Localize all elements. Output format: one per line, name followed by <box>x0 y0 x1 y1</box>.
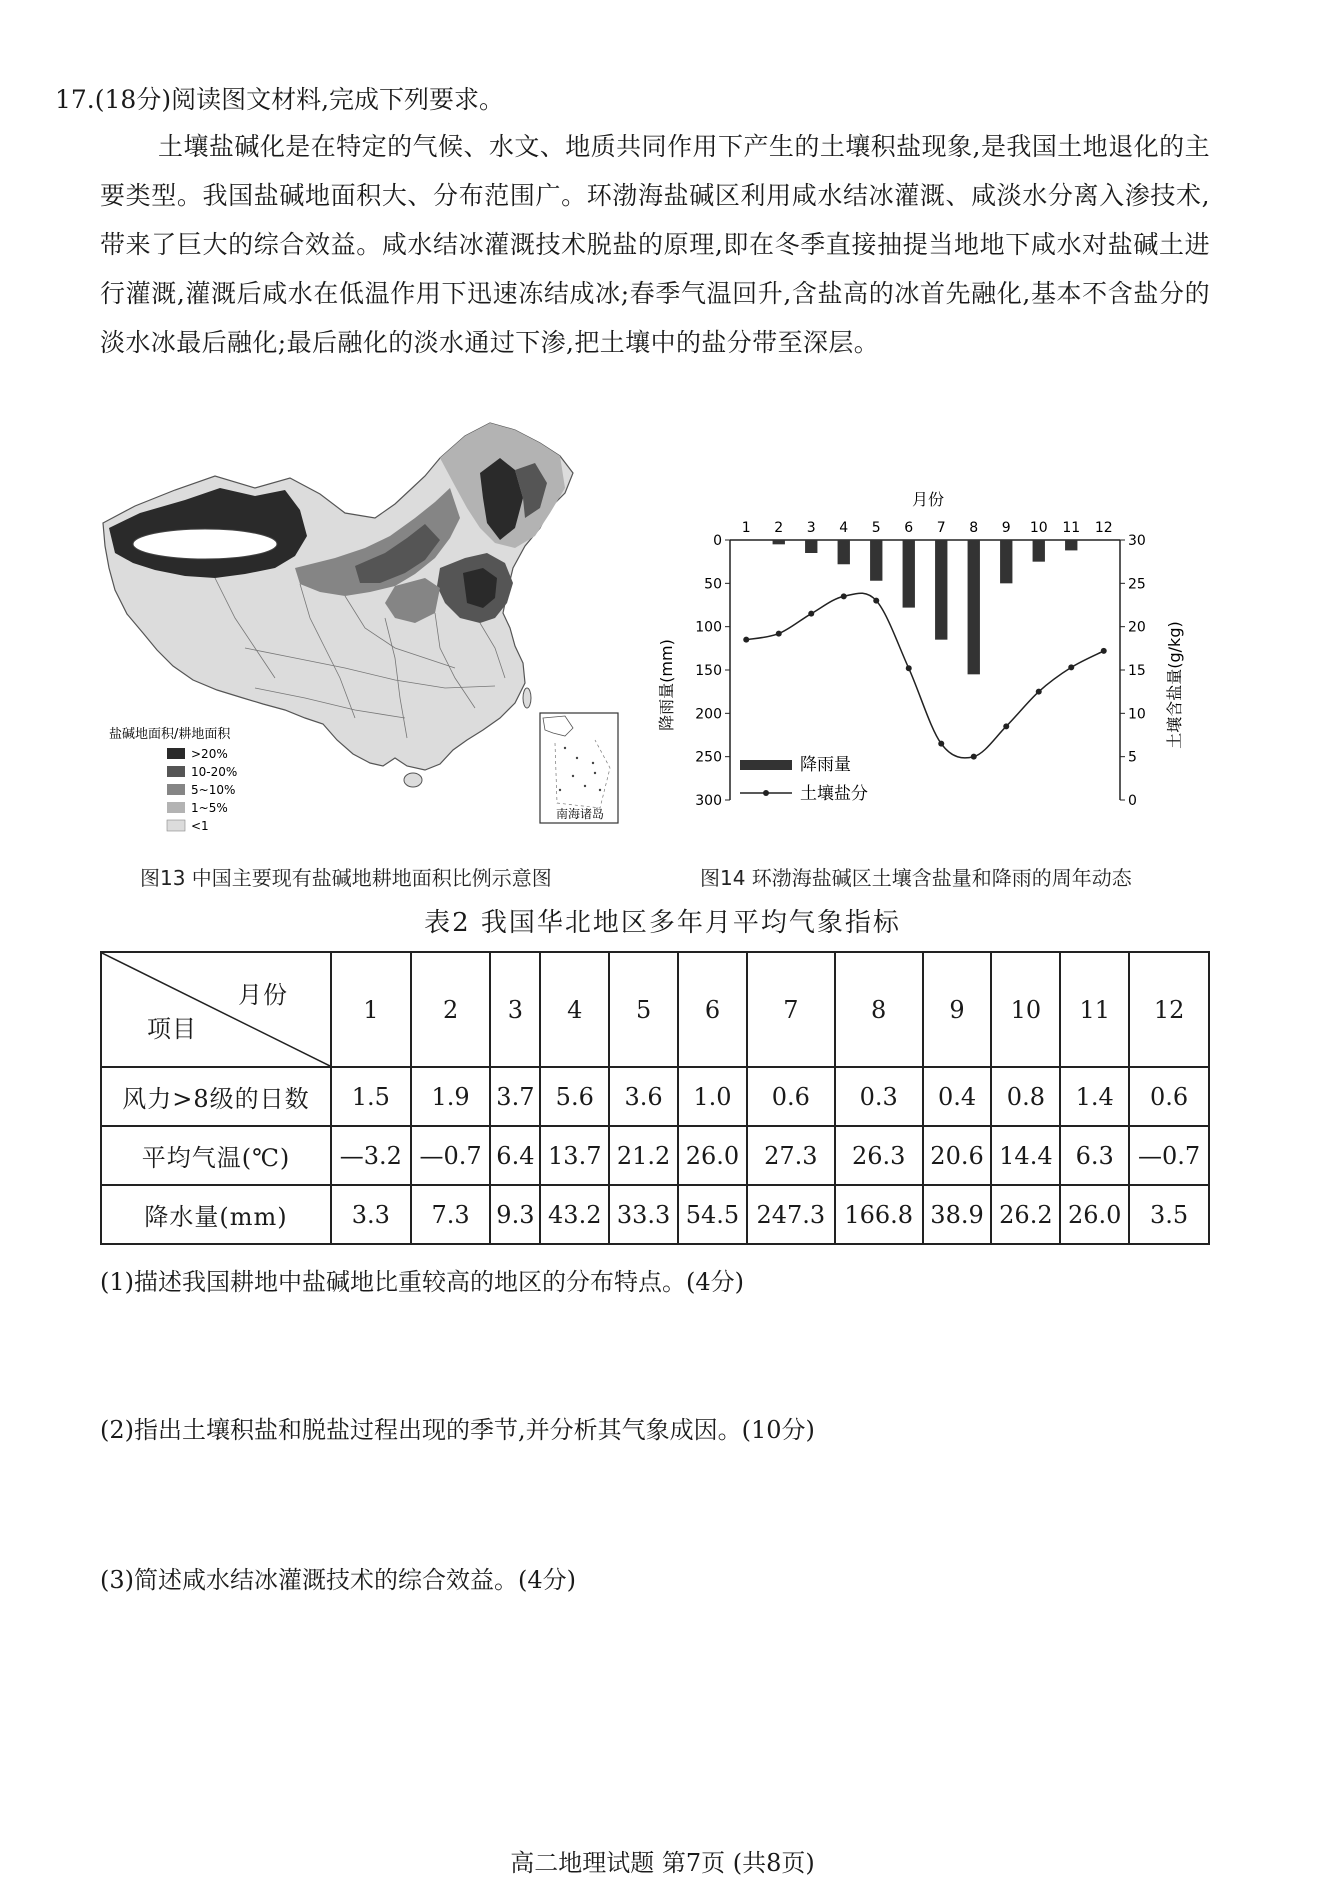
rain-bar <box>773 540 785 544</box>
row-label: 平均气温(℃) <box>101 1126 331 1185</box>
table-cell: 14.4 <box>991 1126 1060 1185</box>
chart-figure <box>650 485 1210 830</box>
left-tick-label: 200 <box>695 706 722 723</box>
month-header: 11 <box>1060 952 1129 1067</box>
table-cell: 7.3 <box>411 1185 491 1244</box>
china-map-figure <box>95 418 625 843</box>
right-tick-label: 15 <box>1128 663 1146 679</box>
table-row <box>101 1067 1209 1126</box>
map-caption: 图13 中国主要现有盐碱地耕地面积比例示意图 <box>140 866 552 890</box>
x-tick-label: 6 <box>904 520 914 536</box>
table-cell: 247.3 <box>747 1185 835 1244</box>
header-item-label: 项目 <box>147 1015 197 1043</box>
chart-caption: 图14 环渤海盐碱区土壤含盐量和降雨的周年动态 <box>700 866 1132 890</box>
month-header: 9 <box>923 952 992 1067</box>
sub-question-2: (2)指出土壤积盐和脱盐过程出现的季节,并分析其气象成因。(10分) <box>100 1416 815 1444</box>
legend-bar-swatch <box>740 760 792 770</box>
table-cell: 9.3 <box>490 1185 540 1244</box>
page-footer: 高二地理试题 第7页 (共8页) <box>510 1849 815 1877</box>
rain-bar <box>1033 540 1045 562</box>
table-row <box>101 1185 1209 1244</box>
left-tick-label: 250 <box>695 749 722 766</box>
table-cell: 13.7 <box>540 1126 609 1185</box>
right-tick-label: 30 <box>1128 533 1146 549</box>
table-cell: 1.5 <box>331 1067 411 1126</box>
table-cell: 0.8 <box>991 1067 1060 1126</box>
inset-label: 南海诸岛 <box>555 807 605 821</box>
month-header: 4 <box>540 952 609 1067</box>
table-cell: 27.3 <box>747 1126 835 1185</box>
rain-bar <box>903 540 915 608</box>
legend-line-marker <box>763 790 769 796</box>
x-tick-label: 11 <box>1062 520 1081 536</box>
table-cell: 0.6 <box>1129 1067 1209 1126</box>
table-cell: 0.4 <box>923 1067 992 1126</box>
x-tick-label: 3 <box>806 520 816 536</box>
table-cell: 26.3 <box>835 1126 923 1185</box>
table-cell: 0.6 <box>747 1067 835 1126</box>
sub-question-3: (3)简述咸水结冰灌溉技术的综合效益。(4分) <box>100 1566 576 1594</box>
table-cell: 5.6 <box>540 1067 609 1126</box>
legend-label-3: 5~10% <box>191 783 236 797</box>
x-tick-label: 5 <box>871 520 881 536</box>
table-cell: 0.3 <box>835 1067 923 1126</box>
salt-point <box>743 637 749 643</box>
legend-label-5: <1 <box>191 819 209 833</box>
legend-label-2: 10-20% <box>191 765 238 779</box>
corner-diagonal <box>102 953 330 1066</box>
salt-point <box>873 598 879 604</box>
table-cell: 3.5 <box>1129 1185 1209 1244</box>
x-tick-label: 8 <box>969 520 979 536</box>
salt-point <box>1068 664 1074 670</box>
salt-point <box>906 665 912 671</box>
rain-salt-chart <box>650 485 1210 830</box>
left-tick-label: 50 <box>704 576 722 593</box>
rain-bar <box>968 540 980 674</box>
chart-left-axis-label: 降雨量(mm) <box>657 639 676 731</box>
table-header-row <box>101 952 1209 1067</box>
table-cell: —0.7 <box>1129 1126 1209 1185</box>
right-tick-label: 10 <box>1128 706 1146 723</box>
chart-legend <box>740 755 868 804</box>
table-cell: 26.0 <box>678 1126 747 1185</box>
legend-swatch-5 <box>167 820 185 831</box>
table-cell: 20.6 <box>923 1126 992 1185</box>
left-tick-label: 150 <box>695 663 722 679</box>
table-cell: 43.2 <box>540 1185 609 1244</box>
month-header: 7 <box>747 952 835 1067</box>
legend-swatch-2 <box>167 766 185 777</box>
table-cell: 38.9 <box>923 1185 992 1244</box>
salt-point <box>776 631 782 637</box>
table-title: 表2 我国华北地区多年月平均气象指标 <box>424 908 901 938</box>
salt-point <box>841 593 847 599</box>
right-tick-label: 20 <box>1128 619 1146 636</box>
legend-line-label: 土壤盐分 <box>800 784 868 804</box>
x-tick-label: 1 <box>741 520 751 536</box>
table-cell: 1.9 <box>411 1067 491 1126</box>
left-tick-label: 300 <box>695 793 722 809</box>
chart-right-axis-label: 土壤含盐量(g/kg) <box>1165 621 1184 749</box>
salt-point <box>938 741 944 747</box>
salt-point <box>808 611 814 617</box>
map-legend <box>167 747 237 833</box>
table-cell: —3.2 <box>331 1126 411 1185</box>
legend-bar-label: 降雨量 <box>800 755 851 775</box>
left-tick-label: 100 <box>695 619 722 636</box>
weather-table <box>100 951 1210 1245</box>
table-cell: 6.4 <box>490 1126 540 1185</box>
x-tick-label: 2 <box>774 520 784 536</box>
rain-bar <box>870 540 882 581</box>
table-cell: 166.8 <box>835 1185 923 1244</box>
salt-point <box>1036 689 1042 695</box>
month-header: 8 <box>835 952 923 1067</box>
map-legend-title: 盐碱地面积/耕地面积 <box>109 727 231 742</box>
table-cell: —0.7 <box>411 1126 491 1185</box>
month-header: 12 <box>1129 952 1209 1067</box>
row-label: 风力>8级的日数 <box>101 1067 331 1126</box>
right-tick-label: 0 <box>1128 793 1137 809</box>
table-cell: 33.3 <box>609 1185 678 1244</box>
rain-bar <box>838 540 850 564</box>
table-cell: 26.2 <box>991 1185 1060 1244</box>
table-row <box>101 1126 1209 1185</box>
right-tick-label: 5 <box>1128 749 1137 766</box>
legend-swatch-3 <box>167 784 185 795</box>
right-tick-label: 25 <box>1128 576 1146 593</box>
legend-swatch-4 <box>167 802 185 813</box>
legend-swatch-1 <box>167 748 185 759</box>
rain-bar <box>805 540 817 553</box>
table-cell: 21.2 <box>609 1126 678 1185</box>
table-cell: 1.4 <box>1060 1067 1129 1126</box>
month-header: 1 <box>331 952 411 1067</box>
table-cell: 3.3 <box>331 1185 411 1244</box>
material-paragraph: 土壤盐碱化是在特定的气候、水文、地质共同作用下产生的土壤积盐现象,是我国土地退化的主要类型。我国盐碱地面积大、分布范围广。环渤海盐碱区利用咸水结冰灌溉、咸淡水分离入渗技术,带来了巨大的综合效益。咸水结冰灌溉技术脱盐的原理,即在冬季直接抽提当地地下咸水对盐碱土进行灌溉,灌溉后咸水在低温作用下迅速冻结成冰;春季气温回升,含盐高的冰首先融化,基本不含盐分的淡水冰最后融化;最后融化的淡水通过下渗,把土壤中的盐分带至深层。 <box>100 132 1210 357</box>
month-header: 3 <box>490 952 540 1067</box>
left-tick-label: 0 <box>713 533 722 549</box>
table-cell: 3.7 <box>490 1067 540 1126</box>
table-cell: 26.0 <box>1060 1185 1129 1244</box>
salt-point <box>971 754 977 760</box>
rain-bar <box>1065 540 1077 550</box>
table-cell: 3.6 <box>609 1067 678 1126</box>
x-tick-label: 7 <box>936 520 946 536</box>
header-month-label: 月份 <box>238 981 288 1009</box>
x-tick-label: 4 <box>839 520 849 536</box>
table-cell: 6.3 <box>1060 1126 1129 1185</box>
chart-x-axis-title: 月份 <box>911 490 945 509</box>
table-cell: 54.5 <box>678 1185 747 1244</box>
salt-point <box>1101 648 1107 654</box>
rain-bar <box>1000 540 1012 583</box>
x-tick-label: 9 <box>1001 520 1011 536</box>
sub-question-1: (1)描述我国耕地中盐碱地比重较高的地区的分布特点。(4分) <box>100 1268 744 1296</box>
salt-point <box>1003 723 1009 729</box>
month-header: 6 <box>678 952 747 1067</box>
month-header: 2 <box>411 952 491 1067</box>
month-header: 5 <box>609 952 678 1067</box>
month-header: 10 <box>991 952 1060 1067</box>
x-tick-label: 12 <box>1094 520 1113 536</box>
row-label: 降水量(mm) <box>101 1185 331 1244</box>
china-map <box>95 418 625 843</box>
table-cell: 1.0 <box>678 1067 747 1126</box>
x-tick-label: 10 <box>1029 520 1048 536</box>
legend-label-4: 1~5% <box>191 801 228 815</box>
table-corner-cell <box>101 952 331 1067</box>
rain-bar <box>935 540 947 640</box>
legend-label-1: >20% <box>191 747 228 761</box>
question-header: 17.(18分)阅读图文材料,完成下列要求。 <box>55 85 505 114</box>
salt-line <box>746 593 1104 758</box>
